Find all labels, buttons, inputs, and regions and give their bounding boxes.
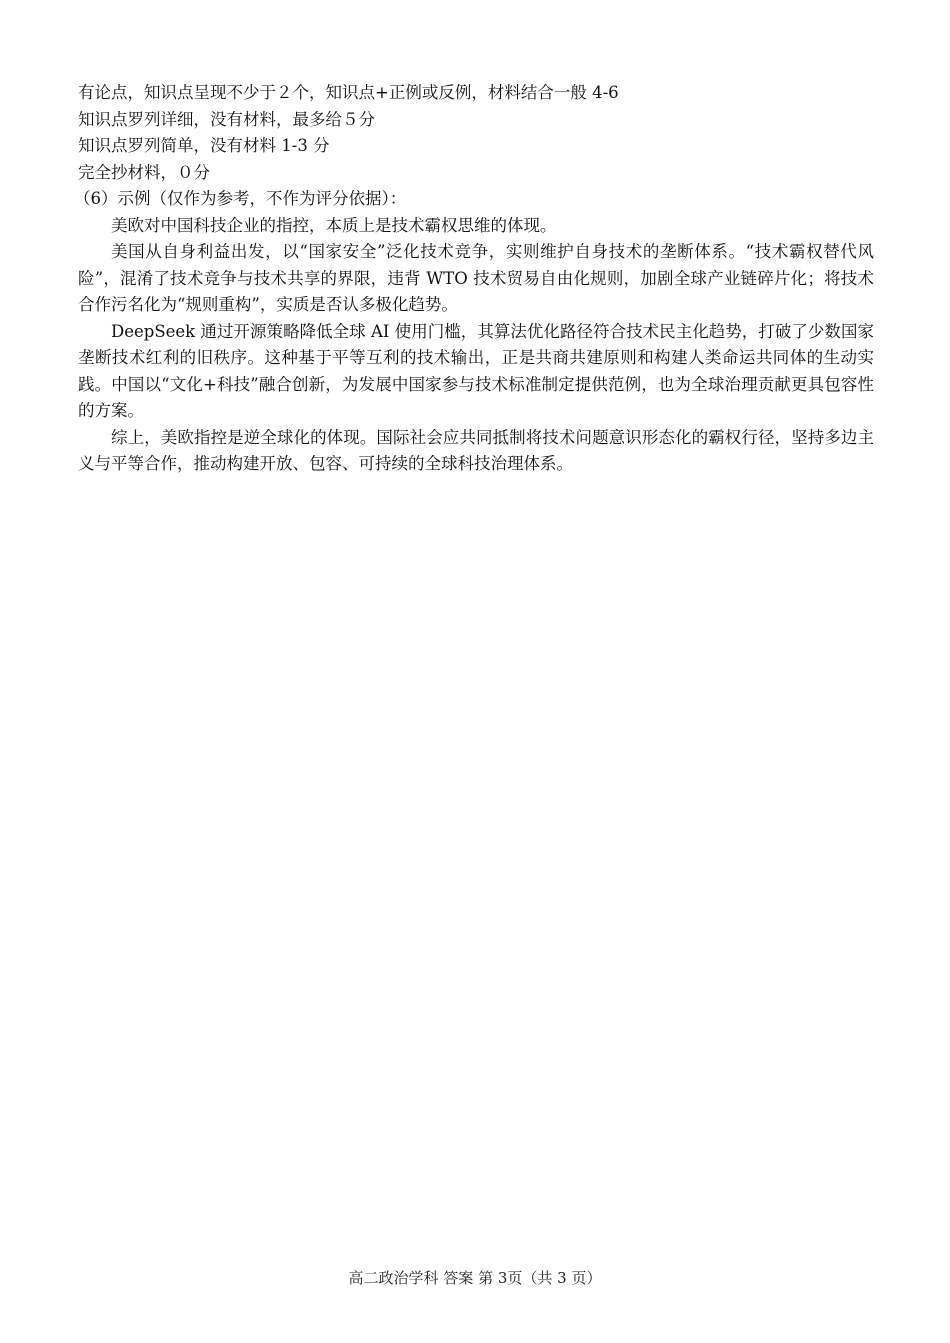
example-paragraph-4: 综上，美欧指控是逆全球化的体现。国际社会应共同抵制将技术问题意识形态化的霸权行径，坚持多边主义与平等合作，推动构建开放、包容、可持续的全球科技治理体系。 [78, 427, 874, 473]
example-paragraph-2: 美国从自身利益出发，以“国家安全”泛化技术竞争，实则维护自身技术的垄断体系。“技术霸权替代风险”，混淆了技术竞争与技术共享的界限，违背 WTO 技术贸易自由化规则，加剧全球产业链碎片化；将技术合作污名化为“规则重构”，实质是否认多极化趋势。 [78, 242, 874, 314]
example-paragraph-3: DeepSeek 通过开源策略降低全球 AI 使用门槛，其算法优化路径符合技术民主化趋势，打破了少数国家垄断技术红利的旧秩序。这种基于平等互利的技术输出，正是共商共建原则和构建人类命运共同体的生动实践。中国以“文化+科技”融合创新，为发展中国家参与技术标准制定提供范例，也为全球治理贡献更具包容性的方案。 [78, 321, 874, 420]
answer-content [74, 80, 874, 478]
example-heading: （6）示例（仅作为参考，不作为评分依据）： [74, 189, 407, 208]
example-paragraph-1: 美欧对中国科技企业的指控，本质上是技术霸权思维的体现。 [111, 215, 557, 235]
scoring-rule-3: 知识点罗列简单，没有材料 1-3 分 [78, 136, 330, 155]
scoring-rule-1: 有论点，知识点呈现不少于２个，知识点+正例或反例，材料结合一般 4-6 [78, 83, 619, 102]
scoring-rule-4: 完全抄材料，０分 [78, 162, 210, 182]
scoring-rule-2: 知识点罗列详细，没有材料，最多给５分 [78, 109, 375, 129]
page-footer: 高二政治学科 答案 第 3页（共 3 页） [348, 1269, 602, 1287]
